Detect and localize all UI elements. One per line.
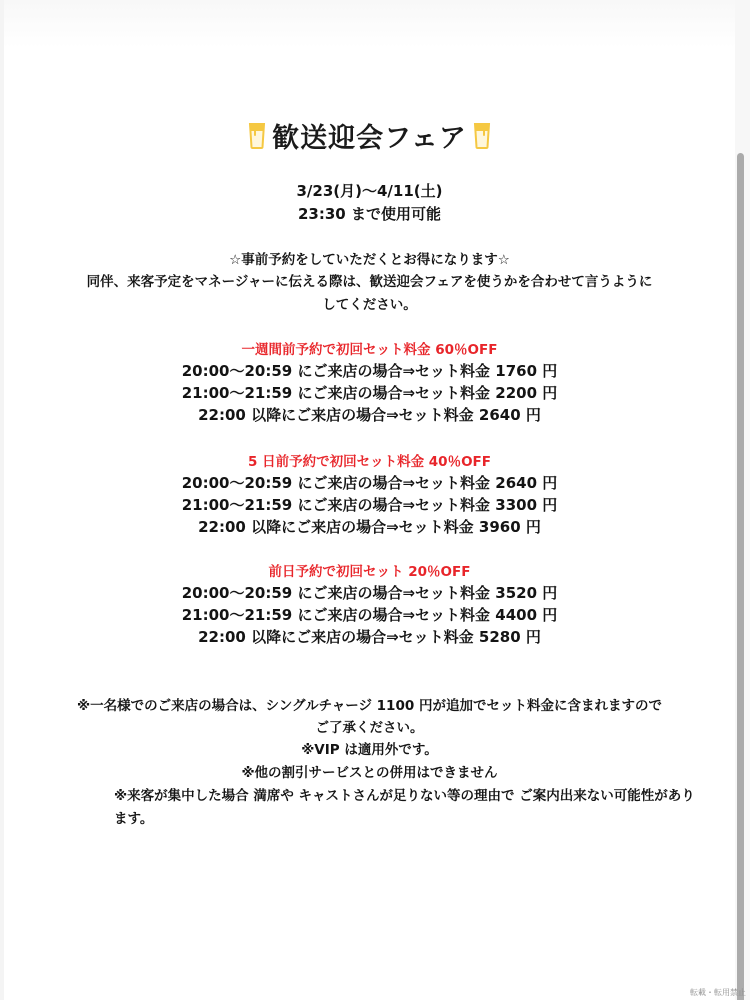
scrollbar-thumb[interactable]	[737, 153, 744, 1000]
plan-row: 20:00〜20:59 にご来店の場合⇒セット料金 3520 円	[181, 584, 558, 602]
plan-row: 20:00〜20:59 にご来店の場合⇒セット料金 1760 円	[181, 362, 558, 380]
title-row	[4, 116, 735, 155]
plan-row: 21:00〜21:59 にご来店の場合⇒セット料金 4400 円	[181, 606, 558, 624]
beer-glass-icon	[473, 122, 491, 150]
note-single-charge-line2: ご了承ください。	[315, 720, 424, 736]
plan-heading: 前日予約で初回セット 20％OFF	[268, 564, 471, 580]
plan-row: 20:00〜20:59 にご来店の場合⇒セット料金 2640 円	[181, 474, 558, 492]
note-crowded-line1: ※来客が集中した場合 満席や キャストさんが足りない等の理由で ご案内出来ない可能性があり	[114, 788, 695, 804]
plan-heading: 一週間前予約で初回セット料金 60％OFF	[241, 342, 498, 358]
watermark: 転載・転用禁止	[690, 988, 746, 997]
note-no-combination: ※他の割引サービスとの併用はできません	[241, 765, 498, 781]
plan-row: 22:00 以降にご来店の場合⇒セット料金 5280 円	[198, 628, 541, 646]
plan-row: 22:00 以降にご来店の場合⇒セット料金 2640 円	[198, 406, 541, 424]
plan-row: 21:00〜21:59 にご来店の場合⇒セット料金 2200 円	[181, 384, 558, 402]
usage-time-limit: 23:30 まで使用可能	[298, 205, 441, 223]
intro-body-line2: してください。	[322, 297, 417, 313]
intro-body-line1: 同伴、来客予定をマネージャーに伝える際は、歓送迎会フェアを使うかを合わせて言うように	[86, 274, 653, 290]
page-title: 歓送迎会フェア	[272, 123, 467, 154]
note-crowded-line2: ます。	[114, 811, 154, 827]
intro-headline: ☆事前予約をしていただくとお得になります☆	[229, 252, 510, 268]
beer-glass-icon	[248, 122, 266, 150]
note-vip: ※VIP は適用外です。	[301, 742, 438, 758]
fair-period-dates: 3/23(月)〜4/11(土)	[296, 182, 443, 200]
plan-heading: 5 日前予約で初回セット料金 40％OFF	[248, 454, 491, 470]
plan-row: 21:00〜21:59 にご来店の場合⇒セット料金 3300 円	[181, 496, 558, 514]
plan-row: 22:00 以降にご来店の場合⇒セット料金 3960 円	[198, 518, 541, 536]
top-fade	[4, 0, 735, 48]
note-single-charge-line1: ※一名様でのご来店の場合は、シングルチャージ 1100 円が追加でセット料金に含まれますので	[77, 698, 662, 714]
